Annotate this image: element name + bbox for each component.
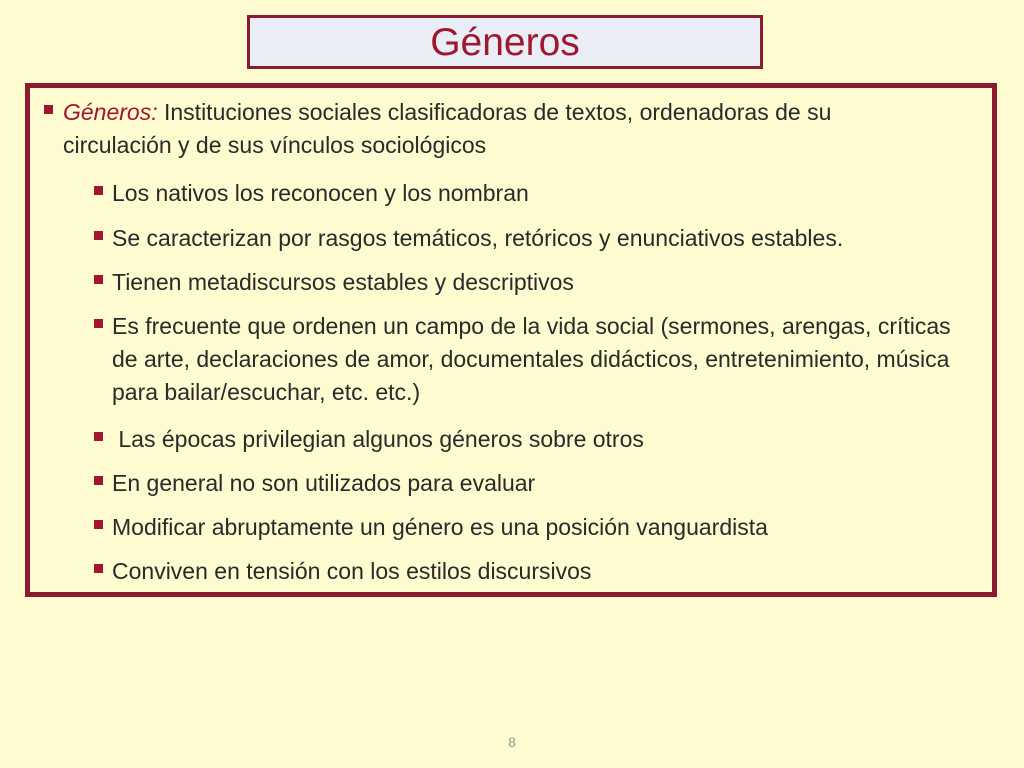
sub-bullet: Modificar abruptamente un género es una posición vanguardista — [112, 514, 768, 540]
sub-bullet: Es frecuente que ordenen un campo de la vida social (sermones, arengas, críticas de arte, declaraciones de amor, documentales didácticos, entretenimiento, música para bailar/escuchar, etc. etc.) — [112, 313, 951, 405]
square-bullet-icon — [44, 105, 53, 114]
sub-bullet: Conviven en tensión con los estilos discursivos — [112, 558, 592, 584]
content-box — [25, 83, 997, 597]
page-number: 8 — [508, 734, 516, 750]
main-bullet — [63, 96, 943, 162]
square-bullet-icon — [94, 186, 103, 195]
square-bullet-icon — [94, 231, 103, 240]
main-bullet-term: Géneros: — [63, 99, 158, 125]
sub-bullet: Tienen metadiscursos estables y descriptivos — [112, 269, 574, 295]
sub-bullet: En general no son utilizados para evaluar — [112, 470, 536, 496]
sub-bullet: Las épocas privilegian algunos géneros sobre otros — [112, 426, 644, 452]
sub-bullet: Los nativos los reconocen y los nombran — [112, 180, 529, 206]
square-bullet-icon — [94, 275, 103, 284]
square-bullet-icon — [94, 476, 103, 485]
square-bullet-icon — [94, 564, 103, 573]
slide-title: Géneros — [430, 20, 580, 64]
square-bullet-icon — [94, 319, 103, 328]
square-bullet-icon — [94, 520, 103, 529]
square-bullet-icon — [94, 432, 103, 441]
slide-title-box — [247, 15, 763, 69]
main-bullet-text: Instituciones sociales clasificadoras de textos, ordenadoras de su circulación y de sus vínculos sociológicos — [63, 99, 832, 158]
sub-bullet: Se caracterizan por rasgos temáticos, retóricos y enunciativos estables. — [112, 225, 844, 251]
